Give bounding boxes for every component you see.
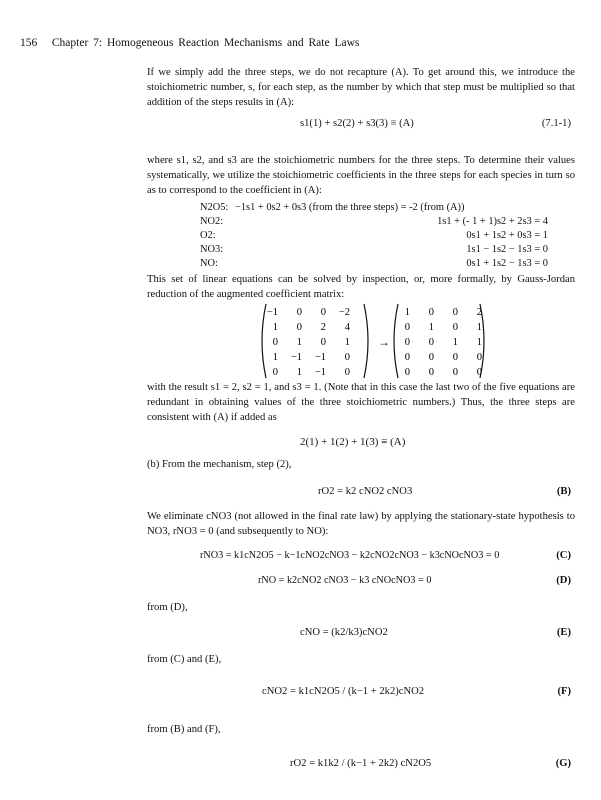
- right-matrix-open-paren: [394, 304, 398, 378]
- species-row: [200, 202, 575, 216]
- species-row: [200, 216, 575, 230]
- equation-E: cNO = (k2/k3)cNO2: [300, 627, 388, 638]
- left-matrix-open-paren: [262, 304, 266, 378]
- species-row: [200, 258, 575, 272]
- matrix-cell: 0: [404, 352, 410, 363]
- equation-B: rO2 = k2 cNO2 cNO3: [318, 486, 413, 497]
- chapter-title: Chapter 7: Homogeneous Reaction Mechanisms and Rate Laws: [51, 37, 360, 49]
- matrix-cell: 1: [476, 337, 482, 348]
- species-equation: 1s1 − 1s2 − 1s3 = 0: [466, 244, 548, 255]
- matrix-cell: −1: [314, 352, 326, 363]
- equation-G: rO2 = k1k2 / (k−1 + 2k2) cN2O5: [290, 758, 432, 769]
- matrix-cell: 0: [452, 307, 458, 318]
- matrix-cell: 0: [428, 352, 434, 363]
- matrix-cell: 0: [272, 367, 278, 378]
- matrix-cell: 4: [344, 322, 350, 333]
- lead-from-C-and-E: from (C) and (E),: [147, 654, 222, 665]
- matrix-cell: 1: [296, 367, 302, 378]
- paragraph-step-2: (b) From the mechanism, step (2),: [147, 459, 292, 470]
- paragraph-gauss-jordan: This set of linear equations can be solved by inspection, or, more formally, by Gauss-Jordan reduction of the augmented coefficient matrix:: [147, 274, 575, 300]
- matrix-cell: 0: [404, 322, 410, 333]
- paragraph-stoichiometric-intro: If we simply add the three steps, we do not recapture (A). To get around this, we introduce the stoichiometric number, s, for each step, as the number by which that step must be multiplied so that addition of the steps results in (A):: [147, 67, 575, 108]
- matrix-cell: 0: [296, 307, 302, 318]
- augmented-matrix: [258, 302, 488, 380]
- matrix-cell: −1: [314, 367, 326, 378]
- left-matrix-close-paren: [364, 304, 368, 378]
- matrix-cell: 0: [320, 337, 326, 348]
- matrix-cell: 0: [428, 307, 434, 318]
- species-equation: 1s1 + (- 1 + 1)s2 + 2s3 = 4: [437, 216, 548, 227]
- species-label: NO:: [200, 258, 218, 269]
- equation-sum: 2(1) + 1(2) + 1(3) ≡ (A): [300, 436, 406, 448]
- equation-label-B: (B): [556, 486, 571, 497]
- matrix-cell: 1: [272, 322, 278, 333]
- species-equation: −1s1 + 0s2 + 0s3 (from the three steps) = -2 (from (A)): [235, 202, 465, 213]
- left-matrix-cells: [267, 307, 351, 378]
- matrix-cell: 1: [296, 337, 302, 348]
- matrix-cell: 0: [344, 352, 350, 363]
- species-label: NO3:: [200, 244, 224, 255]
- equation-label-F: (F): [557, 686, 571, 697]
- matrix-cell: 0: [476, 367, 482, 378]
- right-matrix-cells: [405, 307, 482, 378]
- matrix-cell: 0: [320, 307, 326, 318]
- matrix-cell: 0: [452, 322, 458, 333]
- paragraph-stationary-state: We eliminate cNO3 (not allowed in the final rate law) by applying the stationary-state hypothesis to NO3, rNO3 = 0 (and subsequently to NO):: [147, 511, 575, 537]
- matrix-cell: 0: [344, 367, 350, 378]
- reduction-arrow: →: [378, 335, 390, 349]
- equation-label-D: (D): [556, 575, 571, 586]
- species-label: NO2:: [200, 216, 224, 227]
- equation-label-E: (E): [556, 627, 571, 638]
- equation-label-G: (G): [555, 758, 571, 769]
- equation-7-1-1: s1(1) + s2(2) + s3(3) ≡ (A): [300, 118, 414, 129]
- matrix-cell: 1: [452, 337, 458, 348]
- page-header: [20, 37, 359, 49]
- equation-label-C: (C): [556, 550, 571, 561]
- species-row: [200, 230, 575, 244]
- species-label: N2O5:: [200, 202, 229, 213]
- matrix-cell: 0: [428, 337, 434, 348]
- matrix-cell: 0: [296, 322, 302, 333]
- matrix-cell: −1: [290, 352, 302, 363]
- paragraph-stoichiometric-numbers: where s1, s2, and s3 are the stoichiometric numbers for the three steps. To determine their values systematically, we utilize the stoichiometric coefficients in the three steps for each species in turn so as to correspond to the coefficient in (A):: [147, 155, 575, 196]
- lead-from-D: from (D),: [147, 602, 188, 613]
- matrix-cell: 1: [344, 337, 350, 348]
- matrix-cell: 1: [272, 352, 278, 363]
- matrix-cell: 1: [428, 322, 434, 333]
- matrix-cell: 2: [476, 307, 482, 318]
- equation-label-7-1-1: (7.1-1): [541, 118, 571, 129]
- matrix-cell: 2: [320, 322, 326, 333]
- species-equation: 0s1 + 1s2 − 1s3 = 0: [466, 258, 548, 269]
- equation-D: rNO = k2cNO2 cNO3 − k3 cNOcNO3 = 0: [258, 575, 432, 586]
- equation-F: cNO2 = k1cN2O5 / (k−1 + 2k2)cNO2: [262, 686, 425, 697]
- paragraph-result: with the result s1 = 2, s2 = 1, and s3 = 1. (Note that in this case the last two of the five equations are redundant in obtaining values of the three stoichiometric numbers.) Thus, the three steps are consistent with (A) if added as: [147, 382, 575, 423]
- matrix-cell: −2: [338, 307, 350, 318]
- page-number: 156: [20, 37, 38, 49]
- matrix-cell: 1: [476, 322, 482, 333]
- species-row: [200, 244, 575, 258]
- matrix-cell: −1: [266, 307, 278, 318]
- matrix-cell: 0: [452, 367, 458, 378]
- matrix-cell: 0: [404, 337, 410, 348]
- matrix-cell: 0: [476, 352, 482, 363]
- matrix-cell: 0: [428, 367, 434, 378]
- matrix-cell: 0: [404, 367, 410, 378]
- matrix-cell: 0: [452, 352, 458, 363]
- species-label: O2:: [200, 230, 216, 241]
- matrix-cell: 0: [272, 337, 278, 348]
- species-equation: 0s1 + 1s2 + 0s3 = 1: [466, 230, 548, 241]
- lead-from-B-and-F: from (B) and (F),: [147, 724, 221, 735]
- matrix-cell: 1: [404, 307, 410, 318]
- equation-C: rNO3 = k1cN2O5 − k−1cNO2cNO3 − k2cNO2cNO3 − k3cNOcNO3 = 0: [200, 550, 500, 561]
